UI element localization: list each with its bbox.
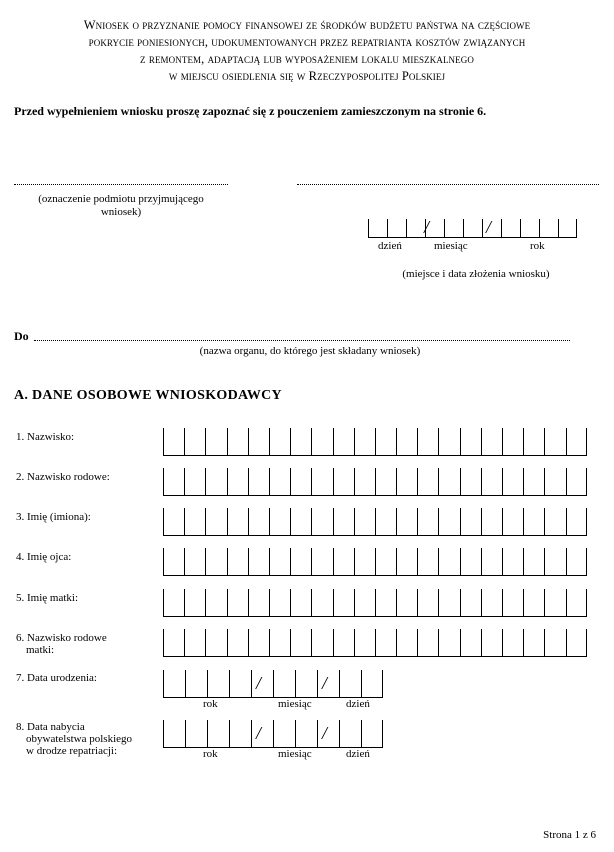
first-names-boxes[interactable] [163,508,587,536]
receiver-entity-field[interactable] [14,184,228,185]
addressee-field[interactable] [34,340,570,341]
birth-year-label: rok [203,698,218,710]
surname-boxes[interactable] [163,428,587,456]
date-separator: / [322,723,328,743]
submission-date-boxes[interactable] [368,219,577,238]
field-label-citizenship-date: 8. Data nabycia obywatelstwa polskiego w drodze repatriacji: [16,721,133,757]
birth-date-boxes[interactable] [163,670,383,698]
date-separator: / [256,723,262,743]
field-label-family-name: 2. Nazwisko rodowe: [16,471,110,483]
birth-month-label: miesiąc [278,698,312,710]
year-label: rok [530,240,545,252]
field-label-birth-date: 7. Data urodzenia: [16,672,97,684]
field-label-mother-name: 5. Imię matki: [16,592,79,604]
mother-family-name-boxes[interactable] [163,629,587,657]
family-name-boxes[interactable] [163,468,587,496]
form-title-line-4: w miejscu osiedlenia się w Rzeczypospolitej Polskiej [168,69,446,83]
citizenship-date-boxes[interactable] [163,720,383,748]
field-label-surname: 1. Nazwisko: [16,431,75,443]
instruction-notice: Przed wypełnieniem wniosku proszę zapoznać się z pouczeniem zamieszczonym na stronie 6. [14,104,487,118]
date-separator: / [424,217,430,237]
date-separator: / [486,217,492,237]
date-separator: / [322,673,328,693]
field-label-father-name: 4. Imię ojca: [16,551,72,563]
citizenship-day-label: dzień [346,748,370,760]
field-label-mother-family-name: 6. Nazwisko rodowe matki: [16,632,107,656]
form-title-line-3: z remontem, adaptacją lub wyposażeniem lokalu mieszkalnego [140,52,474,66]
form-title-line-1: Wniosek o przyznanie pomocy finansowej ze środków budżetu państwa na częściowe [83,18,531,32]
mother-name-boxes[interactable] [163,589,587,617]
place-date-caption: (miejsce i data złożenia wniosku) [402,268,550,280]
field-label-first-names: 3. Imię (imiona): [16,511,91,523]
page-number: Strona 1 z 6 [543,829,596,841]
citizenship-year-label: rok [203,748,218,760]
citizenship-month-label: miesiąc [278,748,312,760]
form-title-line-2: pokrycie poniesionych, udokumentowanych przez repatrianta kosztów związanych [88,35,526,49]
father-name-boxes[interactable] [163,548,587,576]
date-separator: / [256,673,262,693]
section-a-title: A. DANE OSOBOWE WNIOSKODAWCY [14,388,282,403]
day-label: dzień [378,240,402,252]
receiver-entity-caption: (oznaczenie podmiotu przyjmującego wniosek) [38,193,204,218]
addressee-prefix: Do [14,329,29,343]
birth-day-label: dzień [346,698,370,710]
addressee-caption: (nazwa organu, do którego jest składany wniosek) [199,345,421,357]
month-label: miesiąc [434,240,468,252]
place-field[interactable] [297,184,599,185]
